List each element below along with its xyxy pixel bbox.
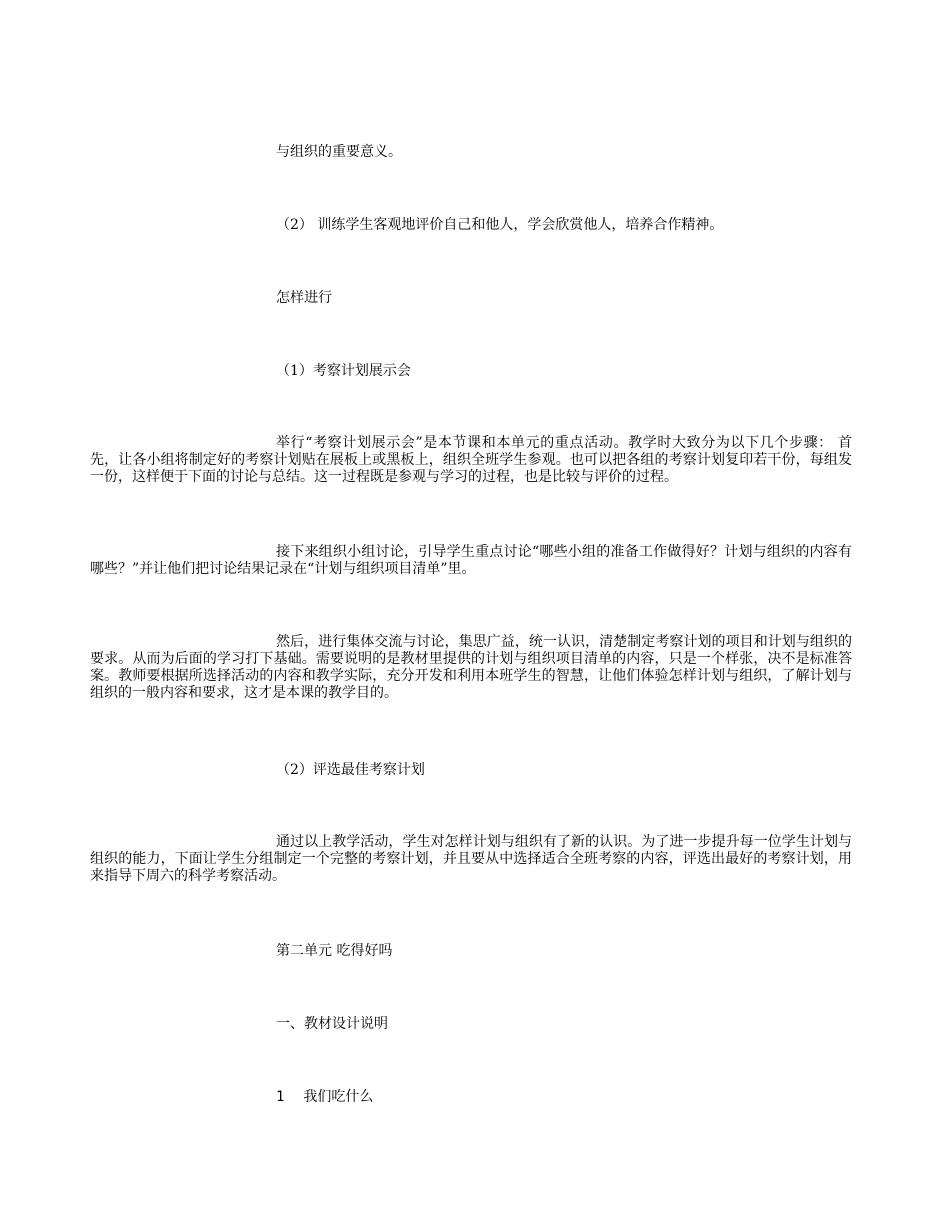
lesson-number: 1 — [276, 1089, 285, 1105]
text-line: 与组织的重要意义。 — [276, 144, 402, 160]
paragraph-selection: 通过以上教学活动，学生对怎样计划与组织有了新的认识。为了进一步提升每一位学生计划与组织的能力，下面让学生分组制定一个完整的考察计划，并且要从中选择适合全班考察的内容，评选出最好的考察计划，用来指导下周六的科学考察活动。 — [90, 834, 852, 884]
objective-item-2: （2） 训练学生客观地评价自己和他人，学会欣赏他人，培养合作精神。 — [276, 217, 724, 233]
paragraph-summary: 然后，进行集体交流与讨论，集思广益，统一认识，清楚制定考察计划的项目和计划与组织的要求。从而为后面的学习打下基础。需要说明的是教材里提供的计划与组织项目清单的内容，只是一个样张，决不是标准答案。教师要根据所选择活动的内容和教学实际，充分开发和利用本班学生的智慧，让他们体验怎样计划与组织，了解计划与组织的一般内容和要求，这才是本课的教学目的。 — [90, 634, 852, 701]
unit-title: 第二单元 吃得好吗 — [276, 943, 393, 959]
lesson-title: 我们吃什么 — [303, 1089, 374, 1105]
lesson-heading — [276, 1089, 373, 1106]
section-heading: 怎样进行 — [276, 290, 332, 306]
paragraph-discussion: 接下来组织小组讨论，引导学生重点讨论“哪些小组的准备工作做得好？计划与组织的内容有哪些？”并让他们把讨论结果记录在“计划与组织项目清单”里。 — [90, 544, 852, 577]
subheading-2: （2）评选最佳考察计划 — [276, 762, 425, 778]
subheading-1: （1）考察计划展示会 — [276, 363, 411, 379]
paragraph-exhibition: 举行“考察计划展示会”是本节课和本单元的重点活动。教学时大致分为以下几个步骤： 首先，让各小组将制定好的考察计划贴在展板上或黑板上，组织全班学生参观。也可以把各组的考察计划复印若干份，每组发一份，这样便于下面的讨论与总结。这一过程既是参观与学习的过程，也是比较与评价的过程。 — [90, 435, 852, 485]
section-title: 一、教材设计说明 — [276, 1016, 388, 1032]
